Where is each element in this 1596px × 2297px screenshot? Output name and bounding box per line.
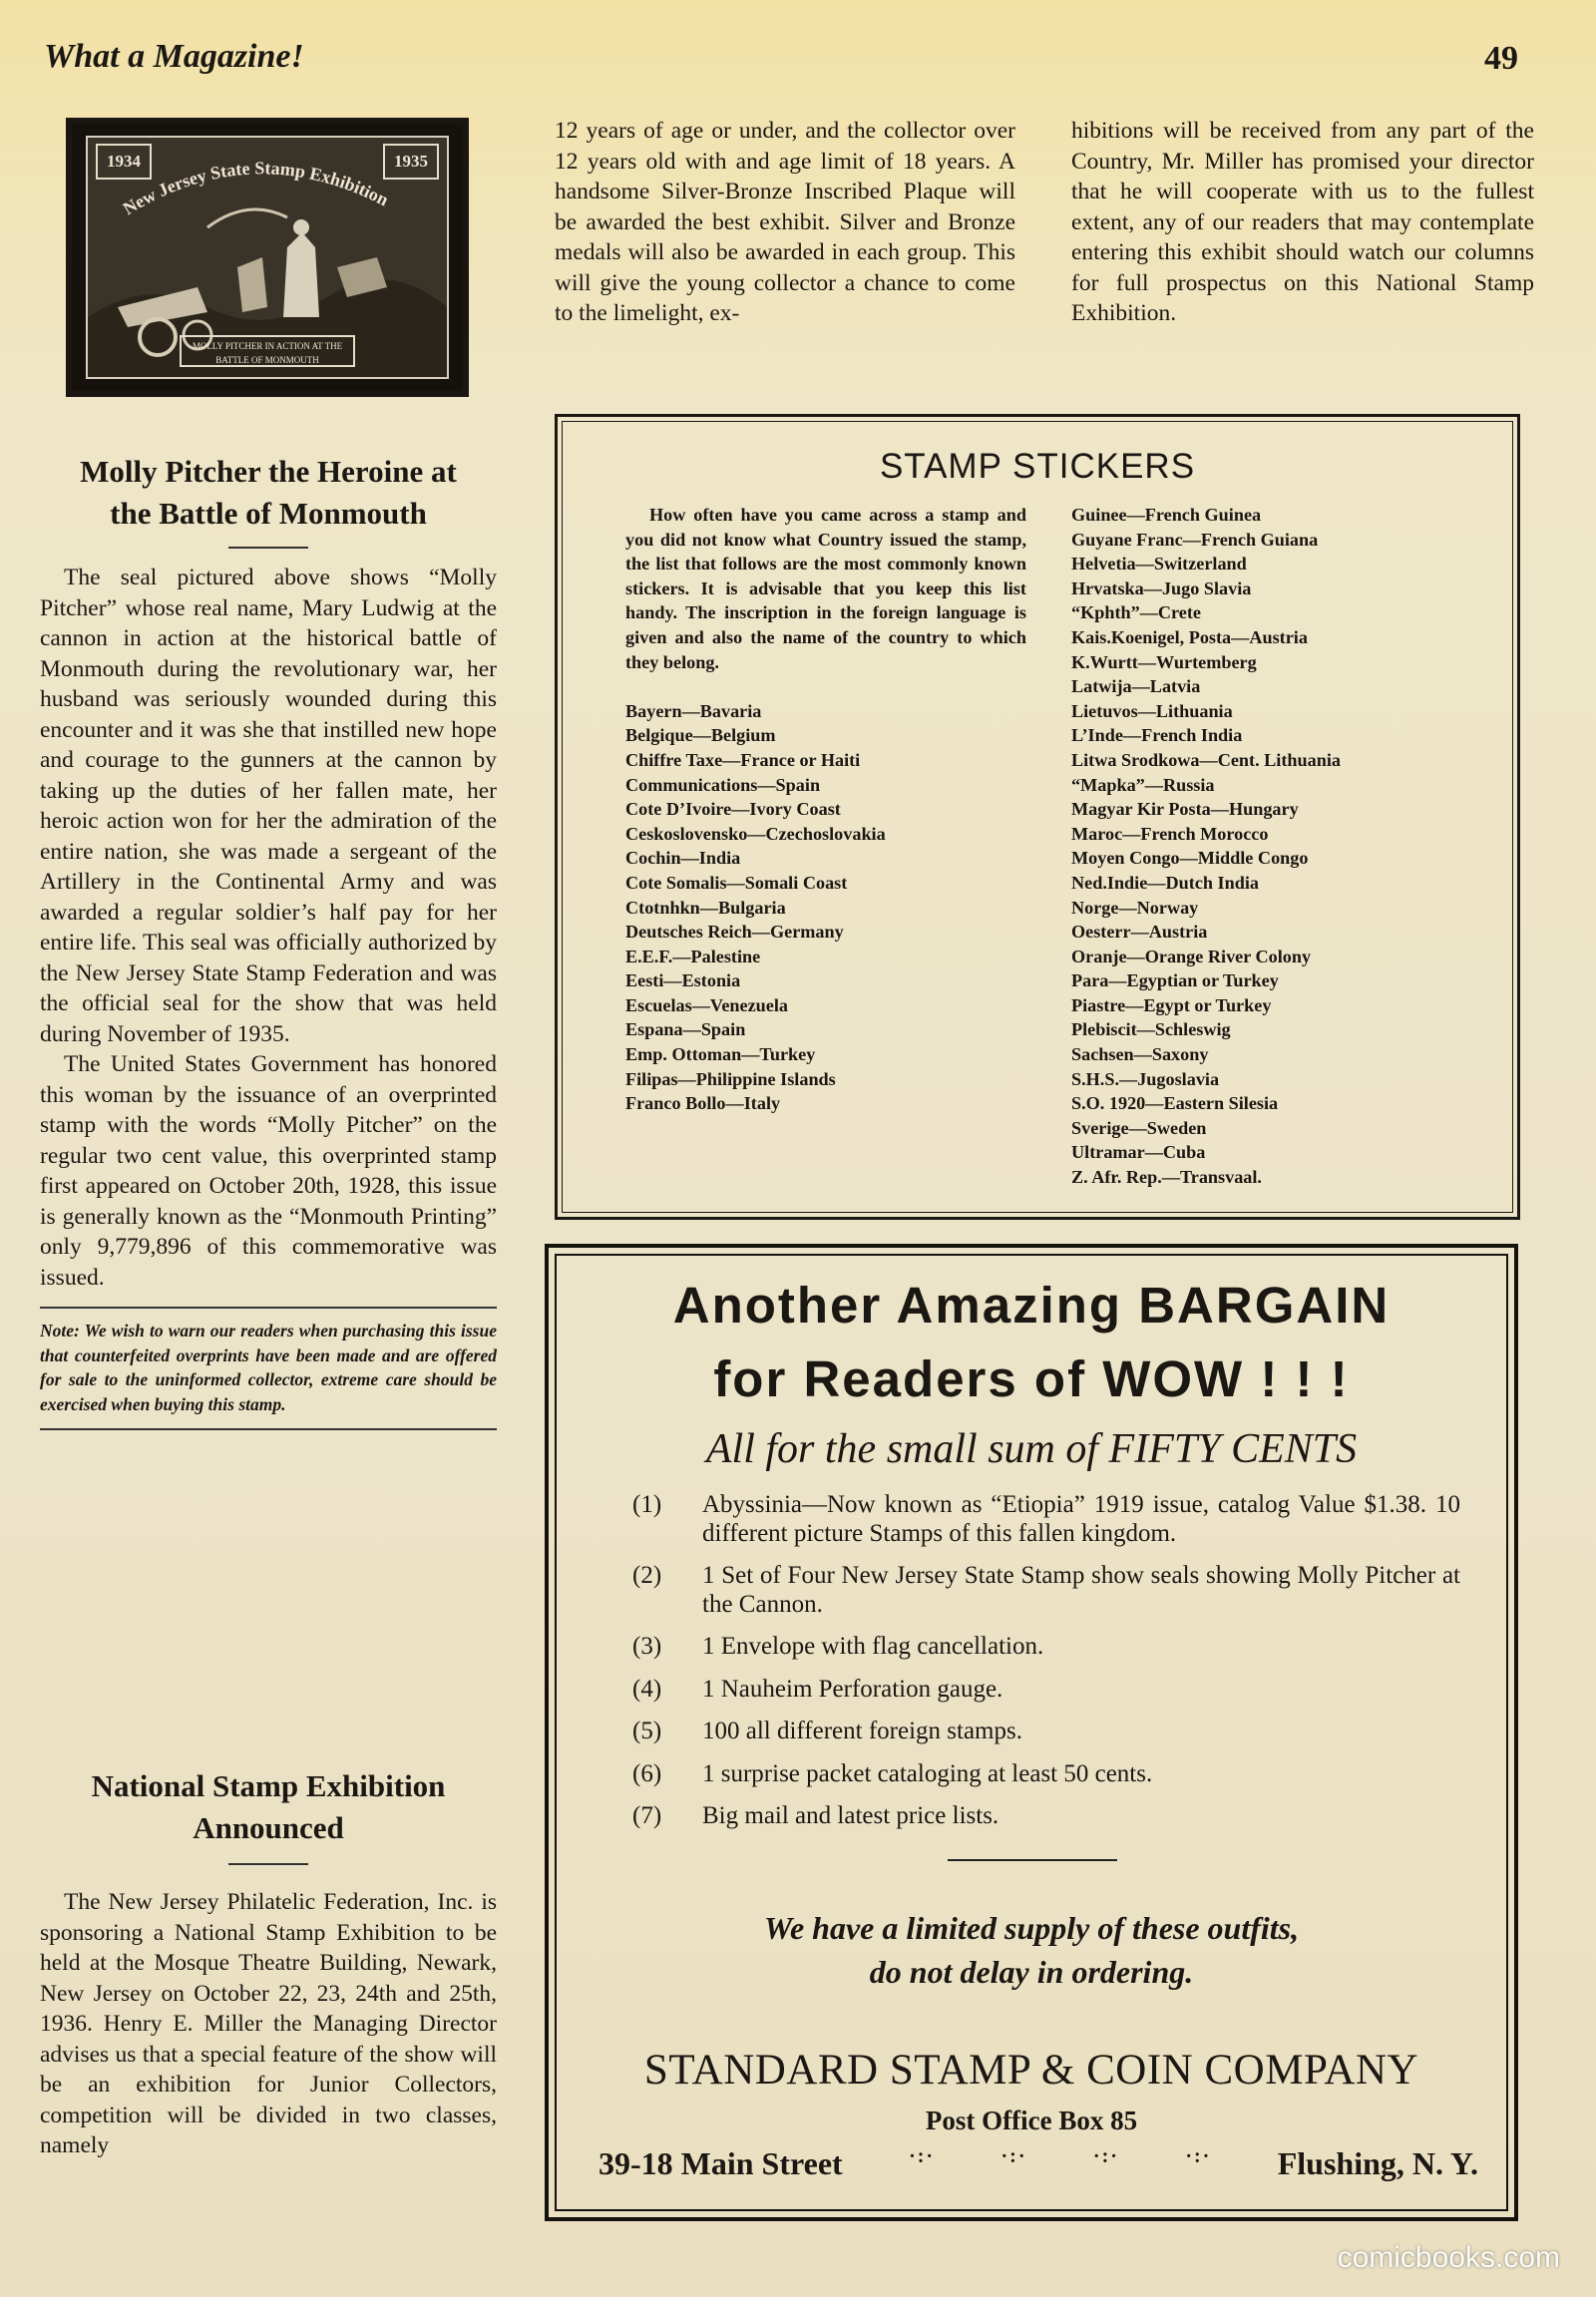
sticker-entry: Moyen Congo—Middle Congo <box>1071 848 1309 869</box>
stickers-column-2 <box>1071 503 1490 1190</box>
heading-line-1: National Stamp Exhibition <box>91 1768 446 1803</box>
sticker-entry: K.Wurtt—Wurtemberg <box>1071 651 1257 672</box>
sticker-entry: Communications—Spain <box>625 774 821 795</box>
separator-ornament: ·:· <box>1092 2145 1119 2167</box>
heading-divider <box>228 547 308 549</box>
sticker-entry: Piastre—Egypt or Turkey <box>1071 994 1272 1015</box>
sticker-entry: Norge—Norway <box>1071 897 1199 918</box>
sticker-entry: Hrvatska—Jugo Slavia <box>1071 577 1252 598</box>
ad-offer-text: Abyssinia—Now known as “Etiopia” 1919 issue, catalog Value $1.38. 10 different picture Stamps of this fallen kingdom. <box>702 1491 1460 1547</box>
section-divider <box>40 1428 497 1430</box>
ad-limited-line-1: We have a limited supply of these outfits, <box>763 1910 1300 1946</box>
article-paragraph: The seal pictured above shows “Molly Pitcher” whose real name, Mary Ludwig at the cannon in action at the historical battle of Monmouth during the revolutionary war, her husband was seriously wounded during this encounter and it was she that instilled new hope and courage to the gunners at the cannon by taking up the duties of her fallen mate, her heroic action won for her the admiration of the entire nation, she was made a sergeant of the Artillery in the Continental Army and was awarded a regular soldier’s half pay for her entire life. This seal was officially authorized by the New Jersey State Stamp Federation and was the official seal for the show that was held during November of 1935. <box>40 565 497 1047</box>
sticker-entry: Espana—Spain <box>625 1019 746 1040</box>
ad-offer-item <box>632 1562 1460 1619</box>
sticker-entry: Maroc—French Morocco <box>1071 823 1269 844</box>
stamp-year-right: 1935 <box>383 144 439 180</box>
article-paragraph: The New Jersey Philatelic Federation, Inc. is sponsoring a National Stamp Exhibition to be held at the Mosque Theatre Building, Newark, New Jersey on October 22, 23, 24th and 25th, 1936. Henry E. Miller the Managing Director advises us that a special feature of the show will be an exhibition for Junior Collectors, competition will be divided in two classes, namely <box>40 1889 497 2158</box>
sticker-entry: Cote Somalis—Somali Coast <box>625 872 848 893</box>
article-national-exhibition <box>40 1765 497 2161</box>
page-number: 49 <box>1484 40 1518 77</box>
separator-ornament: ·:· <box>909 2145 936 2167</box>
stickers-column-1 <box>625 503 1026 1116</box>
ad-offer-number: (1) <box>632 1491 662 1518</box>
sticker-entry: Belgique—Belgium <box>625 725 776 746</box>
sticker-entry: Helvetia—Switzerland <box>1071 554 1247 574</box>
sticker-entry: Bayern—Bavaria <box>625 700 762 721</box>
ad-offer-text: Big mail and latest price lists. <box>702 1802 999 1829</box>
stamp-seal-frame <box>86 136 449 379</box>
stickers-list-1 <box>625 699 1026 1116</box>
sticker-entry: Emp. Ottoman—Turkey <box>625 1044 816 1065</box>
ad-offer-list <box>632 1491 1460 1845</box>
article-molly-pitcher <box>40 451 497 1430</box>
stickers-list-2 <box>1071 503 1490 1190</box>
sticker-entry: Guyane Franc—French Guiana <box>1071 529 1319 550</box>
sticker-entry: Oesterr—Austria <box>1071 922 1208 943</box>
sticker-entry: Escuelas—Venezuela <box>625 994 789 1015</box>
company-address <box>598 2145 1478 2182</box>
sticker-entry: Ceskoslovensko—Czechoslovakia <box>625 823 886 844</box>
sticker-entry: Chiffre Taxe—France or Haiti <box>625 749 861 770</box>
ad-offer-text: 1 surprise packet cataloging at least 50 cents. <box>702 1759 1153 1787</box>
sticker-entry: S.H.S.—Jugoslavia <box>1071 1068 1220 1089</box>
ad-offer-number: (2) <box>632 1562 662 1589</box>
company-name: STANDARD STAMP & COIN COMPANY <box>643 2047 1419 2094</box>
ad-headline-1: Another Amazing BARGAIN <box>672 1277 1391 1334</box>
sticker-entry: Magyar Kir Posta—Hungary <box>1071 799 1299 820</box>
sticker-entry: Eesti—Estonia <box>625 970 741 991</box>
stamp-seal-image <box>66 118 469 397</box>
ad-offer-item <box>632 1676 1460 1705</box>
stamp-arc-title: New Jersey State Stamp Exhibition <box>119 158 392 219</box>
sticker-entry: Para—Egyptian or Turkey <box>1071 970 1279 991</box>
street-address: 39-18 Main Street <box>598 2145 843 2181</box>
ad-offer-number: (6) <box>632 1759 662 1787</box>
ad-offer-item <box>632 1802 1460 1831</box>
sticker-entry: Latwija—Latvia <box>1071 676 1201 697</box>
sticker-entry: Litwa Srodkowa—Cent. Lithuania <box>1071 749 1342 770</box>
article-heading <box>40 1765 497 1849</box>
ad-offer-item <box>632 1760 1460 1789</box>
ad-offer-number: (4) <box>632 1675 662 1703</box>
sticker-entry: Z. Afr. Rep.—Transvaal. <box>1071 1167 1262 1188</box>
stamp-caption: MOLLY PITCHER IN ACTION AT THE BATTLE OF MONMOUTH <box>180 335 355 367</box>
sticker-entry: Sverige—Sweden <box>1071 1117 1207 1138</box>
article-paragraph: The United States Government has honored this woman by the issuance of an overprinted stamp with the words “Molly Pitcher” on the regular two cent value, this overprinted stamp first appeared on October 20th, 1928, this issue is generally known as the “Monmouth Printing” only 9,779,896 of this commemorative was issued. <box>40 1051 497 1291</box>
ad-offer-item <box>632 1491 1460 1548</box>
stamp-year-left: 1934 <box>96 144 152 180</box>
ad-offer-text: 1 Nauheim Perforation gauge. <box>702 1675 1003 1703</box>
article-heading <box>40 451 497 535</box>
sticker-entry: Sachsen—Saxony <box>1071 1044 1209 1065</box>
stickers-title: STAMP STICKERS <box>879 447 1196 486</box>
sticker-entry: Cochin—India <box>625 848 741 869</box>
ad-offer-text: 1 Envelope with flag cancellation. <box>702 1633 1044 1660</box>
sticker-entry: Cote D’Ivoire—Ivory Coast <box>625 799 841 820</box>
ad-limited-line-2: do not delay in ordering. <box>869 1954 1194 1990</box>
sticker-entry: Guinee—French Guinea <box>1071 505 1262 525</box>
heading-line-1: Molly Pitcher the Heroine at <box>80 454 457 489</box>
sticker-entry: Ned.Indie—Dutch India <box>1071 872 1259 893</box>
sticker-entry: “Kphth”—Crete <box>1071 602 1202 623</box>
separator-ornament: ·:· <box>1185 2145 1212 2167</box>
stickers-intro: How often have you came across a stamp and you did not know what Country issued the stamp, the list that follows are the most commonly known stickers. It is advisable that you keep this list handy. The inscription in the foreign language is given and also the name of the country to which they belong. <box>625 505 1026 672</box>
ad-divider <box>948 1859 1117 1861</box>
ad-offer-number: (3) <box>632 1633 662 1660</box>
ad-offer-text: 1 Set of Four New Jersey State Stamp show seals showing Molly Pitcher at the Cannon. <box>702 1562 1460 1618</box>
sticker-entry: Kais.Koenigel, Posta—Austria <box>1071 626 1308 647</box>
ad-offer-number: (7) <box>632 1802 662 1829</box>
stamp-stickers-box <box>555 414 1520 1220</box>
article-continuation-mid: 12 years of age or under, and the collector over 12 years old with and age limit of 18 years. A handsome Silver-Bronze Inscribed Plaque will be awarded the best exhibit. Silver and Bronze medals will also be awarded in each group. This will give the young collector a chance to come to the limelight, ex- <box>555 118 1015 326</box>
ad-offer-item <box>632 1718 1460 1746</box>
note-divider <box>40 1307 497 1309</box>
sticker-entry: Franco Bollo—Italy <box>625 1093 781 1114</box>
sticker-entry: Filipas—Philippine Islands <box>625 1068 836 1089</box>
separator-ornament: ·:· <box>1000 2145 1027 2167</box>
watermark: comicbooks.com <box>1337 2241 1560 2274</box>
heading-line-2: Announced <box>193 1810 344 1845</box>
ad-offer-number: (5) <box>632 1718 662 1744</box>
sticker-entry: “Mapka”—Russia <box>1071 774 1215 795</box>
warning-note: Note: We wish to warn our readers when purchasing this issue that counterfeited overprints have been made and are offered for sale to the uninformed collector, extreme care should be exercised when buying this stamp. <box>40 1321 497 1414</box>
heading-line-2: the Battle of Monmouth <box>110 496 427 531</box>
sticker-entry: E.E.F.—Palestine <box>625 946 761 966</box>
sticker-entry: Ctotnhkn—Bulgaria <box>625 897 786 918</box>
city: Flushing, N. Y. <box>1277 2145 1478 2181</box>
sticker-entry: L’Inde—French India <box>1071 725 1243 746</box>
heading-divider <box>228 1863 308 1865</box>
sticker-entry: Ultramar—Cuba <box>1071 1142 1206 1163</box>
po-box: Post Office Box 85 <box>925 2106 1138 2135</box>
ad-offer-item <box>632 1633 1460 1662</box>
sticker-entry: Deutsches Reich—Germany <box>625 922 844 943</box>
sticker-entry: S.O. 1920—Eastern Silesia <box>1071 1093 1279 1114</box>
ad-subhead: All for the small sum of FIFTY CENTS <box>705 1426 1358 1472</box>
ad-limited-supply <box>549 1906 1514 1994</box>
article-continuation-right: hibitions will be received from any part of the Country, Mr. Miller has promised your director that he will cooperate with us to the fullest extent, any of our readers that may contemplate entering this exhibit should watch our columns for full prospectus on this National Stamp Exhibition. <box>1071 118 1534 326</box>
sticker-entry: Lietuvos—Lithuania <box>1071 700 1233 721</box>
ad-offer-text: 100 all different foreign stamps. <box>702 1718 1022 1744</box>
sticker-entry: Plebiscit—Schleswig <box>1071 1019 1231 1040</box>
sticker-entry: Oranje—Orange River Colony <box>1071 946 1312 966</box>
magazine-title: What a Magazine! <box>44 38 304 75</box>
ad-headline-2: for Readers of WOW ! ! ! <box>713 1350 1350 1407</box>
bargain-advertisement <box>545 1244 1518 2221</box>
